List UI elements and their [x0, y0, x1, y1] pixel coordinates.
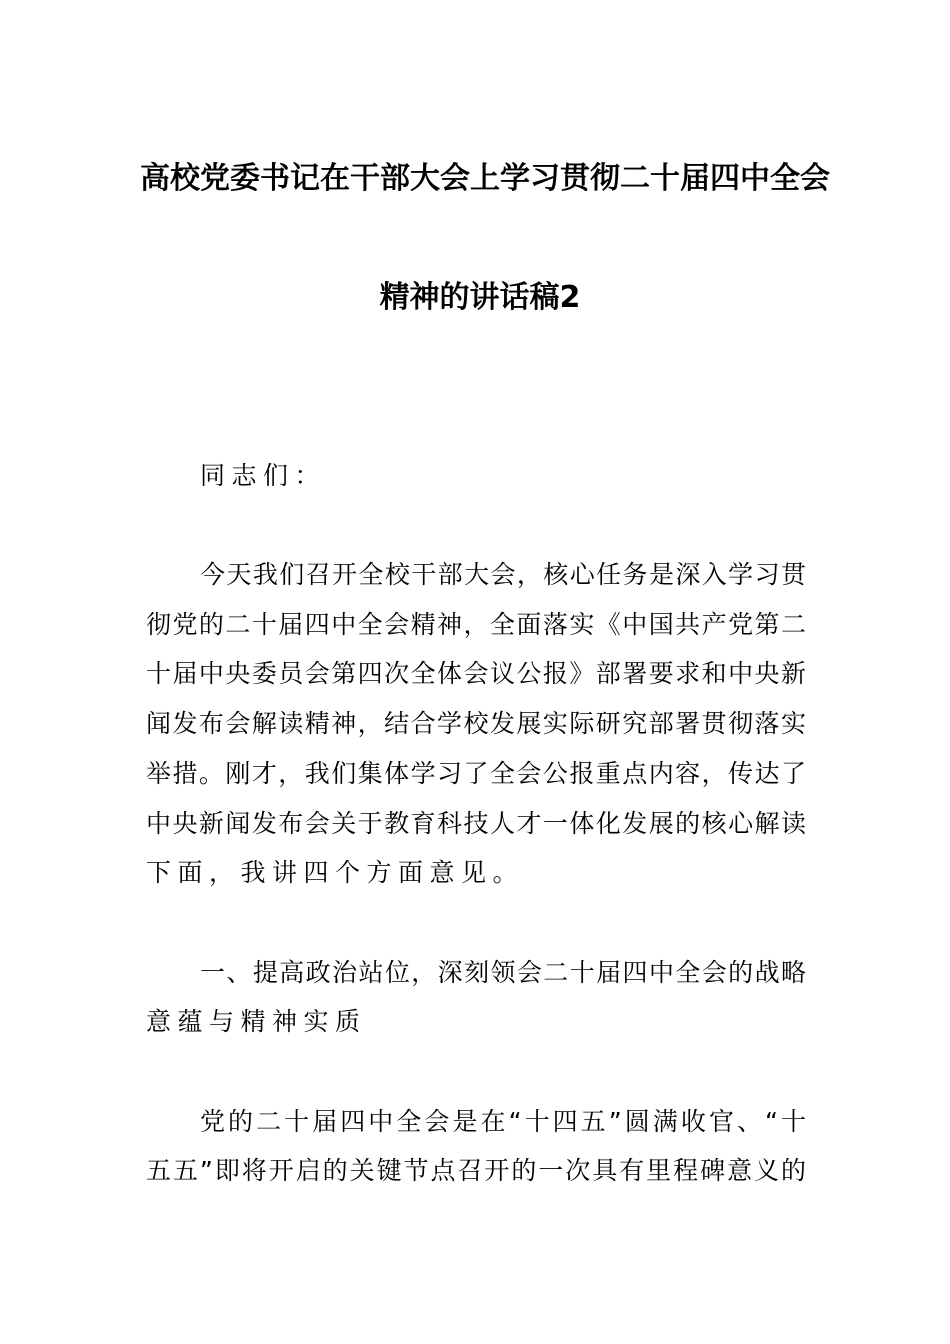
document-title-line-2: 精神的讲话稿2 [379, 280, 581, 315]
paragraph-line: 彻党的二十届四中全会精神，全面落实《中国共产党第二 [146, 610, 806, 639]
paragraph-line: 中央新闻发布会关于教育科技人才一体化发展的核心解读 [146, 809, 806, 838]
paragraph-line: 今天我们召开全校干部大会，核心任务是深入学习贯 [200, 560, 806, 589]
paragraph-line: 党的二十届四中全会是在“十四五”圆满收官、“十 [200, 1107, 806, 1136]
document-title-line-1: 高校党委书记在干部大会上学习贯彻二十届四中全会 [140, 161, 830, 196]
section-heading-line: 一、提高政治站位，深刻领会二十届四中全会的战略 [200, 958, 806, 987]
paragraph-line: 十届中央委员会第四次全体会议公报》部署要求和中央新 [146, 659, 806, 688]
paragraph-line: 闻发布会解读精神，结合学校发展实际研究部署贯彻落实 [146, 709, 806, 738]
paragraph-line: 下面，我讲四个方面意见。 [146, 858, 525, 887]
paragraph-line: 举措。刚才，我们集体学习了全会公报重点内容，传达了 [146, 759, 806, 788]
section-heading-line: 意蕴与精神实质 [146, 1007, 367, 1036]
salutation: 同志们： [200, 461, 327, 490]
paragraph-line: 五五”即将开启的关键节点召开的一次具有里程碑意义的 [146, 1156, 806, 1185]
